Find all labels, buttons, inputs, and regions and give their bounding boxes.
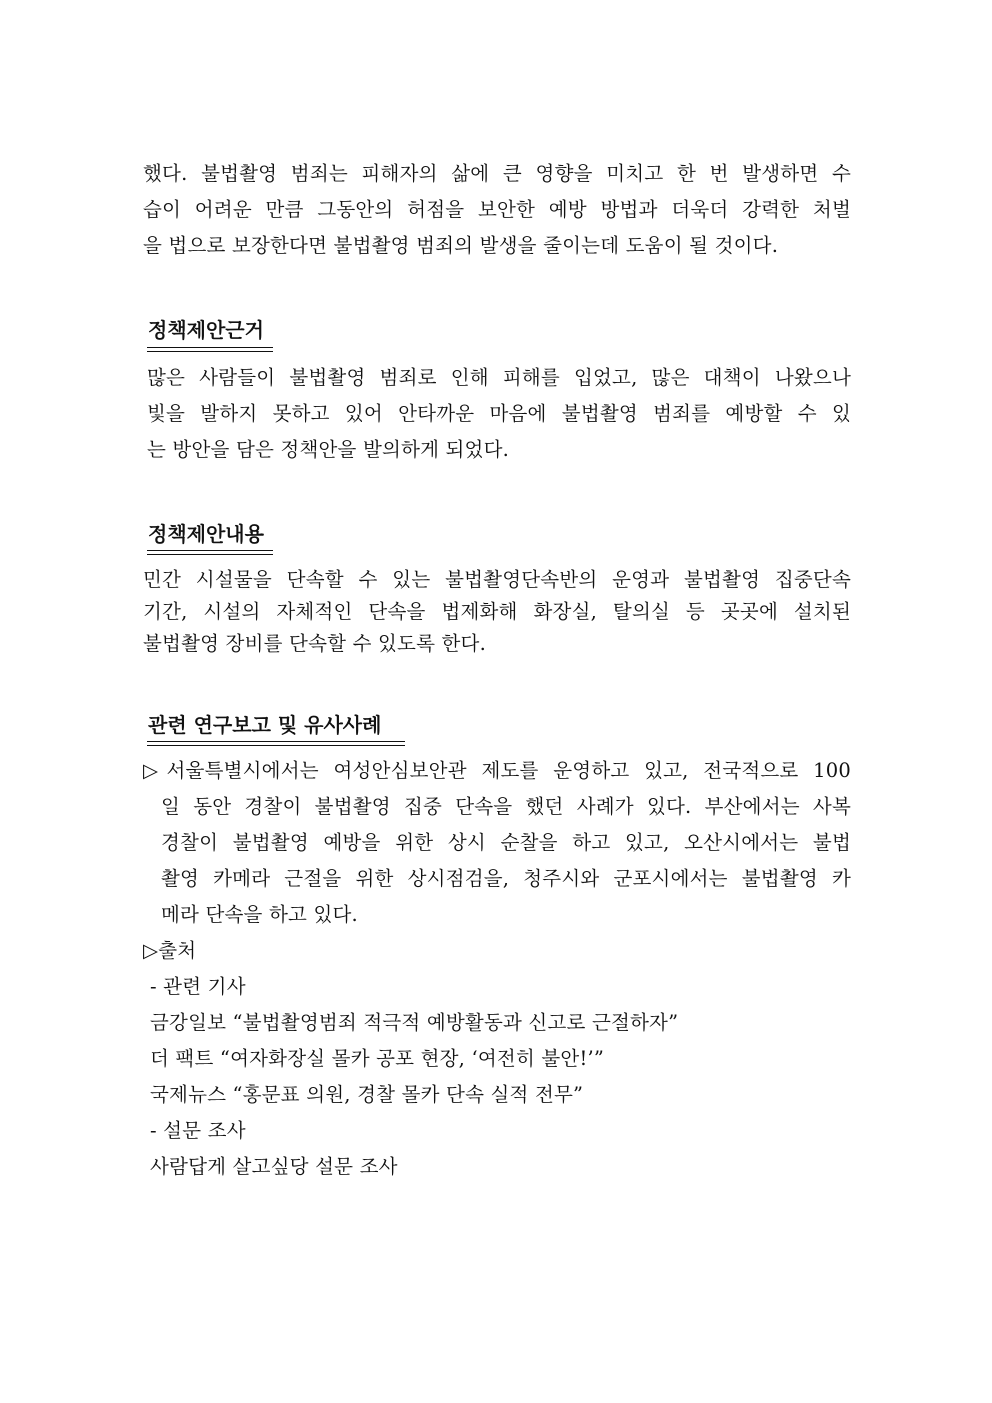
source-line: - 관련 기사 (150, 975, 246, 998)
intro-line: 했다. 불법촬영 범죄는 피해자의 삶에 큰 영향을 미치고 한 번 발생하면 수 (143, 162, 851, 185)
source-line: 국제뉴스 “홍문표 의원, 경찰 몰카 단속 실적 전무” (150, 1083, 584, 1106)
case-line: 경찰이 불법촬영 예방을 위한 상시 순찰을 하고 있고, 오산시에서는 불법 (161, 831, 851, 854)
heading-underline (147, 741, 405, 746)
basis-line: 빛을 발하지 못하고 있어 안타까운 마음에 불법촬영 범죄를 예방할 수 있 (147, 402, 851, 425)
source-line: - 설문 조사 (150, 1119, 246, 1142)
case-line: 일 동안 경찰이 불법촬영 집중 단속을 했던 사례가 있다. 부산에서는 사복 (161, 795, 851, 818)
section-heading-basis: 정책제안근거 (148, 318, 264, 342)
heading-underline (147, 347, 273, 352)
intro-line: 을 법으로 보장한다면 불법촬영 범죄의 발생을 줄이는데 도움이 될 것이다. (143, 234, 779, 257)
source-line: 금강일보 “불법촬영범죄 적극적 예방활동과 신고로 근절하자” (150, 1011, 679, 1034)
intro-line: 습이 어려운 만큼 그동안의 허점을 보안한 예방 방법과 더욱더 강력한 처벌 (143, 198, 851, 221)
source-label: ▷출처 (143, 939, 197, 962)
case-line: 메라 단속을 하고 있다. (161, 903, 358, 926)
source-line: 사람답게 살고싶당 설문 조사 (150, 1155, 398, 1178)
source-line: 더 팩트 “여자화장실 몰카 공포 현장, ‘여전히 불안!’” (150, 1047, 605, 1070)
basis-line: 는 방안을 담은 정책안을 발의하게 되었다. (147, 438, 510, 461)
case-line: 촬영 카메라 근절을 위한 상시점검을, 청주시와 군포시에서는 불법촬영 카 (161, 867, 851, 890)
heading-underline (147, 550, 273, 555)
content-line: 기간, 시설의 자체적인 단속을 법제화해 화장실, 탈의실 등 곳곳에 설치된 (143, 600, 851, 623)
content-line: 민간 시설물을 단속할 수 있는 불법촬영단속반의 운영과 불법촬영 집중단속 (143, 568, 851, 591)
case-line: ▷서울특별시에서는 여성안심보안관 제도를 운영하고 있고, 전국적으로 100 (143, 759, 851, 782)
basis-line: 많은 사람들이 불법촬영 범죄로 인해 피해를 입었고, 많은 대책이 나왔으나 (147, 366, 851, 389)
content-line: 불법촬영 장비를 단속할 수 있도록 한다. (143, 632, 486, 655)
section-heading-research: 관련 연구보고 및 유사사례 (148, 713, 382, 737)
section-heading-content: 정책제안내용 (148, 522, 264, 546)
